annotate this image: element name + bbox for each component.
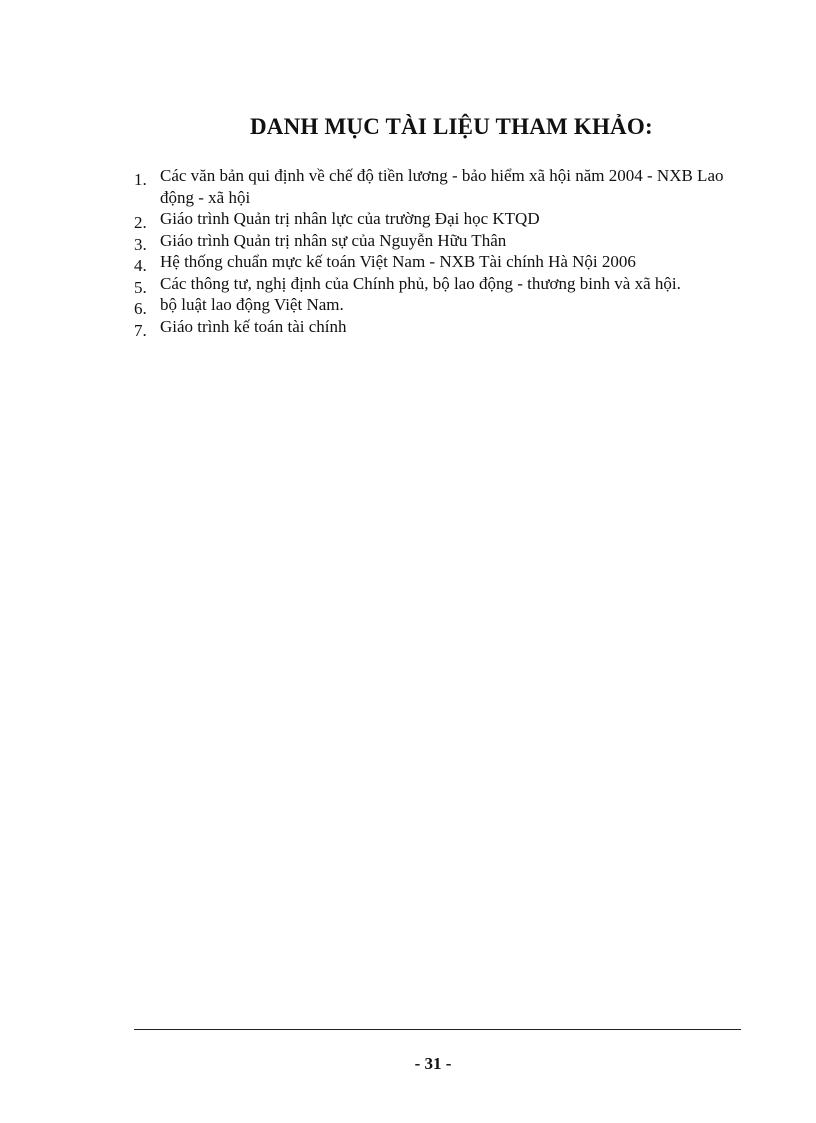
reference-number: 3. [134, 234, 147, 254]
reference-text: Giáo trình Quản trị nhân lực của trường Đại học KTQD [160, 209, 540, 228]
reference-text: Các văn bản qui định về chế độ tiền lương - bảo hiểm xã hội năm 2004 - NXB Lao động - xã hội [160, 166, 724, 207]
reference-list [134, 165, 734, 340]
reference-number: 6. [134, 299, 147, 318]
list-item [134, 251, 734, 273]
list-item [134, 230, 734, 252]
reference-text: Giáo trình Quản trị nhân sự của Nguyễn Hữu Thân [160, 230, 507, 250]
reference-text: bộ luật lao động Việt Nam. [160, 295, 344, 314]
list-item [134, 208, 734, 230]
list-item [134, 165, 734, 208]
page-number: - 31 - [414, 1054, 452, 1073]
list-item [134, 294, 734, 316]
page-title: DANH MỤC TÀI LIỆU THAM KHẢO: [250, 114, 653, 139]
list-item [134, 273, 734, 295]
reference-number: 4. [134, 256, 147, 275]
reference-number: 7. [134, 320, 147, 340]
reference-text: Hệ thống chuẩn mực kế toán Việt Nam - NXB Tài chính Hà Nội 2006 [160, 252, 636, 271]
reference-text: Các thông tư, nghị định của Chính phủ, bộ lao động - thương binh và xã hội. [160, 273, 681, 293]
list-item [134, 316, 734, 338]
reference-number: 5. [134, 277, 147, 297]
reference-number: 2. [134, 213, 147, 232]
reference-number: 1. [134, 170, 147, 189]
reference-text: Giáo trình kế toán tài chính [160, 316, 347, 336]
footer-divider [134, 1029, 741, 1030]
